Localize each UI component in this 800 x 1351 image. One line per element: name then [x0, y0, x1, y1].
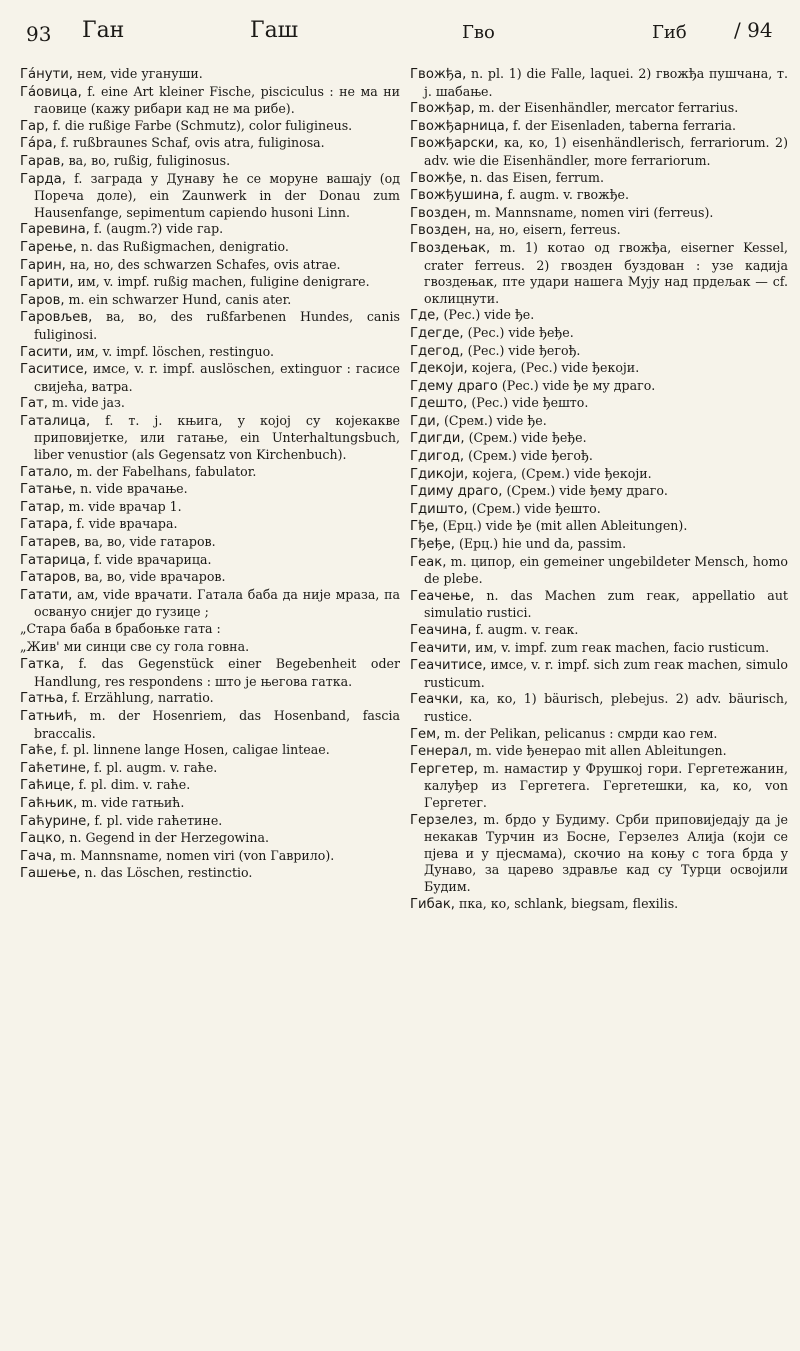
dictionary-entry: [20, 257, 400, 275]
entry-definition: им, v. impf. zum геак machen, facio rusticum.: [475, 639, 770, 655]
dictionary-entry: [20, 516, 400, 534]
guide-word-right-1: Гво: [462, 22, 495, 43]
dictionary-entry: [410, 222, 788, 240]
entry-definition: f. die rußige Farbe (Schmutz), color fuligineus.: [52, 117, 353, 133]
dictionary-entry: [20, 221, 400, 239]
entry-definition: m. ципор, ein gemeiner ungebildeter Mensch, homo de plebe.: [424, 553, 788, 587]
entry-headword: Гача,: [20, 848, 57, 864]
dictionary-entry: [20, 813, 400, 831]
entry-headword: Гди,: [410, 413, 440, 429]
dictionary-entry: [410, 588, 788, 622]
entry-headword: Гатарица,: [20, 552, 91, 568]
dictionary-entry: [20, 639, 400, 657]
entry-definition: m. der Fabelhans, fabulator.: [76, 463, 257, 479]
entry-headword: Гатаров,: [20, 570, 81, 586]
entry-definition: им, v. impf. löschen, restinguo.: [76, 343, 274, 359]
dictionary-entry: [410, 657, 788, 691]
entry-definition: m. Mannsname, nomen viri (ferreus).: [474, 204, 714, 220]
dictionary-entry: [410, 205, 788, 223]
entry-definition: n. das Rußigmachen, denigratio.: [80, 238, 289, 254]
entry-headword: Геачки,: [410, 692, 463, 708]
dictionary-entry: [410, 743, 788, 761]
entry-definition: којега, (Срем.) vide ђекоји.: [472, 465, 652, 481]
entry-headword: Гаревина,: [20, 222, 90, 238]
dictionary-entry: [20, 499, 400, 517]
entry-definition: f. pl. augm. v. гаће.: [94, 759, 218, 775]
entry-definition: ка, ко, 1) bäurisch, plebejus. 2) adv. bäurisch, rustice.: [424, 691, 788, 724]
entry-definition: ва, во, vide врачаров.: [84, 569, 226, 585]
dictionary-entry: [20, 395, 400, 413]
entry-headword: Гар,: [20, 118, 49, 134]
dictionary-entry: [410, 554, 788, 588]
entry-definition: f. rußbraunes Schaf, ovis atra, fuliginosa.: [60, 135, 325, 151]
entry-headword: Гаров,: [20, 292, 65, 308]
entry-definition: m. vide врачар 1.: [68, 498, 182, 514]
entry-headword: Гдегод,: [410, 343, 464, 359]
dictionary-entry: [20, 552, 400, 570]
dictionary-entry: [20, 464, 400, 482]
entry-definition: m. 1) котао од гвожђа, eiserner Kessel, crater ferreus. 2) гвозден буздован : узе кадија гвоздењак, пте удари нашега Мују над прдељак — cf. оклицнути.: [424, 239, 788, 306]
dictionary-entry: [20, 239, 400, 257]
dictionary-entry: [20, 309, 400, 343]
dictionary-entry: [20, 795, 400, 813]
entry-headword: Гат,: [20, 396, 48, 412]
entry-headword: Гаће,: [20, 743, 58, 759]
entry-definition: f. augm. v. геак.: [475, 622, 579, 637]
entry-definition: m. vide јаз.: [52, 395, 125, 411]
entry-headword: Гдему драго: [410, 378, 498, 394]
entry-definition: нем, vide угануши.: [77, 66, 203, 81]
entry-headword: Геачити,: [410, 640, 472, 656]
dictionary-entry: [20, 742, 400, 760]
entry-headword: Гдиму драго,: [410, 484, 503, 500]
dictionary-entry: [20, 708, 400, 742]
dictionary-entry: [20, 587, 400, 621]
page-number-right: / 94: [734, 18, 773, 42]
entry-headword: Гаћурине,: [20, 813, 91, 829]
entry-headword: Гдикоји,: [410, 466, 469, 482]
dictionary-entry: [20, 830, 400, 848]
entry-definition: ка, ко, 1) eisenhändlerisch, ferrariorum. 2) adv. wie die Eisenhändler, more ferrariorum.: [424, 135, 788, 168]
dictionary-entry: [20, 534, 400, 552]
entry-headword: Гатка,: [20, 657, 65, 673]
entry-headword: Гдекоји,: [410, 361, 468, 377]
entry-headword: Гђе,: [410, 519, 439, 535]
dictionary-entry: [20, 865, 400, 883]
dictionary-entry: [410, 395, 788, 413]
dictionary-entry: [20, 690, 400, 708]
entry-headword: Гаровљев,: [20, 310, 93, 326]
dictionary-entry: [410, 518, 788, 536]
left-column: [20, 66, 400, 1348]
dictionary-entry: [20, 777, 400, 795]
entry-headword: Гаситисе,: [20, 362, 88, 378]
entry-definition: f. das Gegenstück einer Begebenheit oder Handlung, res respondens : што је његова гатка.: [34, 656, 400, 689]
dictionary-entry: [20, 153, 400, 171]
entry-headword: Гатати,: [20, 587, 73, 603]
dictionary-entry: [20, 84, 400, 118]
entry-headword: Гацко,: [20, 831, 66, 847]
dictionary-entry: [410, 622, 788, 640]
dictionary-entry: [20, 848, 400, 866]
entry-definition: пка, ко, schlank, biegsam, flexilis.: [459, 895, 679, 911]
dictionary-entry: [20, 481, 400, 499]
dictionary-entry: [410, 691, 788, 725]
entry-definition: ва, во, rußig, fuliginosus.: [68, 152, 231, 168]
entry-headword: Гергетер,: [410, 761, 478, 777]
entry-headword: Гвожђарски,: [410, 136, 499, 152]
entry-headword: Гвожђа,: [410, 67, 467, 82]
entry-headword: Гдешто,: [410, 396, 468, 412]
dictionary-entry: [410, 343, 788, 361]
entry-headword: Геачина,: [410, 623, 472, 638]
dictionary-entry: [410, 448, 788, 466]
entry-definition: имсе, v. r. impf. sich zum геак machen, simulo rusticum.: [424, 657, 788, 690]
entry-headword: Гасити,: [20, 344, 73, 360]
entry-definition: f. augm. v. гвожђе.: [507, 187, 629, 203]
entry-definition: m. Mannsname, nomen viri (von Гаврило).: [60, 847, 335, 863]
entry-headword: Гдигод,: [410, 449, 465, 465]
entry-definition: f. vide врачара.: [76, 516, 178, 532]
entry-definition: на, но, des schwarzen Schafes, ovis atrae.: [69, 256, 341, 272]
entry-headword: Гатарев,: [20, 535, 81, 551]
entry-headword: Гатња,: [20, 691, 68, 707]
dictionary-entry: [410, 135, 788, 169]
entry-headword: Гаталица,: [20, 413, 91, 429]
entry-headword: Герзелез,: [410, 812, 478, 828]
entry-definition: f. vide врачарица.: [94, 551, 212, 567]
entry-definition: f. pl. vide гаћетине.: [94, 812, 223, 828]
entry-definition: n. das Löschen, restinctio.: [84, 865, 253, 881]
entry-headword: Гвоздењак,: [410, 240, 491, 256]
dictionary-entry: [20, 66, 400, 84]
entry-headword: Гарин,: [20, 257, 66, 273]
entry-headword: Гдегде,: [410, 325, 464, 341]
dictionary-entry: [410, 378, 788, 396]
dictionary-entry: [20, 621, 400, 639]
entry-headword: Гарав,: [20, 153, 65, 169]
entry-headword: Гаћетине,: [20, 760, 91, 776]
entry-definition: (Ерц.) hie und da, passim.: [458, 536, 627, 552]
dictionary-entry: [20, 171, 400, 222]
entry-definition: n. das Eisen, ferrum.: [470, 169, 604, 185]
dictionary-entry: [410, 240, 788, 307]
dictionary-entry: [20, 292, 400, 310]
entry-definition: (Срем.) vide ђегођ.: [468, 448, 593, 464]
entry-headword: Гатара,: [20, 517, 73, 533]
entry-definition: m. намастир у Фрушкој гори. Гергетежанин, калуђер из Гергетега. Гергетешки, ка, ко, von Гергетег.: [424, 760, 788, 810]
entry-headword: Гатар,: [20, 499, 65, 515]
entry-definition: m. der Hosenriem, das Hosenband, fascia braccalis.: [34, 707, 400, 741]
entry-headword: Гем,: [410, 726, 441, 742]
dictionary-entry: [410, 170, 788, 188]
entry-definition: m. der Eisenhändler, mercator ferrarius.: [478, 100, 739, 116]
dictionary-entry: [410, 360, 788, 378]
entry-definition: (Срем.) vide ђему драго.: [506, 483, 668, 499]
entry-definition: (Рес.) vide ђеђе.: [467, 324, 574, 340]
dictionary-entry: [410, 483, 788, 501]
entry-headword: Геачитисе,: [410, 658, 487, 674]
entry-headword: Где,: [410, 308, 440, 324]
entry-definition: ва, во, des rußfarbenen Hundes, canis fuliginosi.: [34, 309, 400, 342]
dictionary-entry: [410, 66, 788, 100]
entry-definition: f. der Eisenladen, taberna ferraria.: [512, 117, 737, 133]
dictionary-entry: [20, 361, 400, 395]
entry-definition: f. т. ј. књига, у којој су којекакве приповијетке, или гатање, ein Unterhaltungsbuch, liber venustior (als Gegensatz von Kirchenbuch).: [34, 412, 400, 463]
entry-headword: Гвозден,: [410, 223, 471, 239]
entry-headword: Гатање,: [20, 482, 77, 498]
dictionary-entry: [20, 569, 400, 587]
entry-definition: f. pl. linnene lange Hosen, caligae linteae.: [61, 742, 330, 758]
entry-definition: (Рес.) vide ђе.: [443, 307, 535, 323]
entry-headword: Гаћице,: [20, 778, 75, 794]
dictionary-entry: [20, 118, 400, 136]
entry-headword: Гарење,: [20, 239, 77, 255]
entry-definition: им, v. impf. rußig machen, fuligine denigrare.: [77, 274, 370, 290]
dictionary-entry: [410, 307, 788, 325]
entry-definition: имсе, v. r. impf. auslöschen, extinguor : гасисе свијећа, ватра.: [34, 361, 400, 394]
entry-headword: Гибак,: [410, 896, 455, 912]
entry-headword: Га́ра,: [20, 136, 57, 152]
page-number-left: 93: [26, 22, 52, 46]
guide-word-left-1: Ган: [82, 18, 125, 43]
dictionary-entry: [410, 536, 788, 554]
dictionary-entry: [410, 187, 788, 205]
entry-definition: m. der Pelikan, pelicanus : смрди као гем.: [444, 725, 718, 741]
column-divider: [404, 64, 405, 1344]
entry-headword: Гвожђушина,: [410, 188, 504, 204]
dictionary-entry: [410, 413, 788, 431]
entry-headword: Гашење,: [20, 866, 81, 882]
entry-headword: Гарити,: [20, 275, 74, 291]
entry-definition: n. das Machen zum геак, appellatio aut simulatio rustici.: [424, 587, 788, 621]
dictionary-entry: [20, 413, 400, 464]
entry-definition: на, но, eisern, ferreus.: [474, 222, 621, 238]
entry-definition: f. заграда у Дунаву ће се моруне вашају (од Пореча доле), ein Zaunwerk in der Donau zum Hausenfange, sepimentum capiendo husoni Linn.: [34, 170, 400, 220]
entry-headword: Гатњић,: [20, 708, 78, 724]
entry-headword: Гђеђе,: [410, 537, 455, 553]
entry-definition: f. eine Art kleiner Fische, pisciculus : не ма ни гаовице (кажу рибари кад не ма рибе).: [34, 83, 400, 117]
entry-definition: „Жив' ми синци све су гола говна.: [20, 638, 250, 654]
dictionary-entry: [410, 761, 788, 812]
entry-definition: f. Erzählung, narratio.: [71, 690, 214, 706]
entry-definition: n. pl. 1) die Falle, laquei. 2) гвожђа пушчана, т. ј. шабање.: [424, 66, 788, 99]
entry-definition: (Срем.) vide ђешто.: [471, 500, 601, 516]
entry-headword: Гвожђе,: [410, 170, 467, 186]
dictionary-entry: [410, 640, 788, 658]
entry-headword: Гвозден,: [410, 205, 471, 221]
entry-headword: Геачење,: [410, 588, 475, 604]
dictionary-entry: [410, 501, 788, 519]
dictionary-entry: [410, 325, 788, 343]
entry-headword: Генерал,: [410, 744, 472, 760]
entry-definition: којега, (Рес.) vide ђекоји.: [471, 360, 640, 376]
entry-headword: Гвожђар,: [410, 101, 475, 117]
entry-definition: ва, во, vide гатаров.: [84, 534, 216, 550]
entry-definition: (Ерц.) vide ђе (mit allen Ableitungen).: [442, 518, 688, 534]
entry-headword: Гатало,: [20, 464, 73, 480]
dictionary-entry: [410, 430, 788, 448]
dictionary-entry: [20, 656, 400, 690]
dictionary-entry: [410, 466, 788, 484]
dictionary-entry: [410, 726, 788, 744]
entry-headword: Гвожђарница,: [410, 118, 509, 134]
guide-word-right-2: Гиб: [652, 22, 687, 43]
entry-definition: n. vide врачање.: [80, 481, 188, 497]
entry-definition: (Срем.) vide ђе.: [443, 412, 547, 428]
entry-headword: Гдигди,: [410, 431, 465, 447]
entry-definition: n. Gegend in der Herzegowina.: [69, 830, 269, 846]
entry-headword: Геак,: [410, 554, 447, 570]
entry-headword: Гарда,: [20, 171, 66, 187]
dictionary-entry: [20, 135, 400, 153]
entry-headword: Гаћњик,: [20, 795, 78, 811]
entry-headword: Га́нути,: [20, 67, 73, 82]
dictionary-entry: [20, 760, 400, 778]
page-header: [0, 0, 800, 62]
entry-headword: Гдишто,: [410, 501, 468, 517]
entry-definition: m. vide ђенерао mit allen Ableitungen.: [475, 743, 727, 759]
entry-headword: Га́овица,: [20, 84, 82, 100]
dictionary-entry: [410, 118, 788, 136]
entry-definition: m. ein schwarzer Hund, canis ater.: [68, 291, 292, 307]
entry-definition: (Рес.) vide ђегођ.: [467, 342, 581, 358]
entry-definition: m. vide гатњић.: [81, 794, 185, 810]
entry-definition: m. брдо у Будиму. Срби приповиједају да је некакав Турчин из Босне, Герзелез Алија (који се пјева и у пјесмама), скочио на коњу с тога брда у Дунаво, за царево здравље кад су Турци освојили Будим.: [424, 811, 788, 894]
dictionary-entry: [410, 100, 788, 118]
dictionary-entry: [410, 896, 788, 914]
entry-definition: (Рес.) vide ђе му драго.: [501, 377, 656, 393]
dictionary-entry: [20, 344, 400, 362]
entry-definition: „Стара баба в брабоњке гата :: [20, 621, 221, 636]
dictionary-entry: [410, 812, 788, 896]
entry-definition: f. (augm.?) vide гар.: [93, 221, 224, 237]
guide-word-left-2: Гаш: [250, 18, 299, 43]
dictionary-entry: [20, 274, 400, 292]
right-column: [410, 66, 788, 1348]
entry-definition: ам, vide врачати. Гатала баба да није мраза, па освануо снијег до гузице ;: [34, 586, 400, 620]
entry-definition: (Рес.) vide ђешто.: [471, 395, 589, 411]
entry-definition: (Срем.) vide ђеђе.: [468, 430, 587, 446]
entry-definition: f. pl. dim. v. гаће.: [78, 777, 191, 793]
